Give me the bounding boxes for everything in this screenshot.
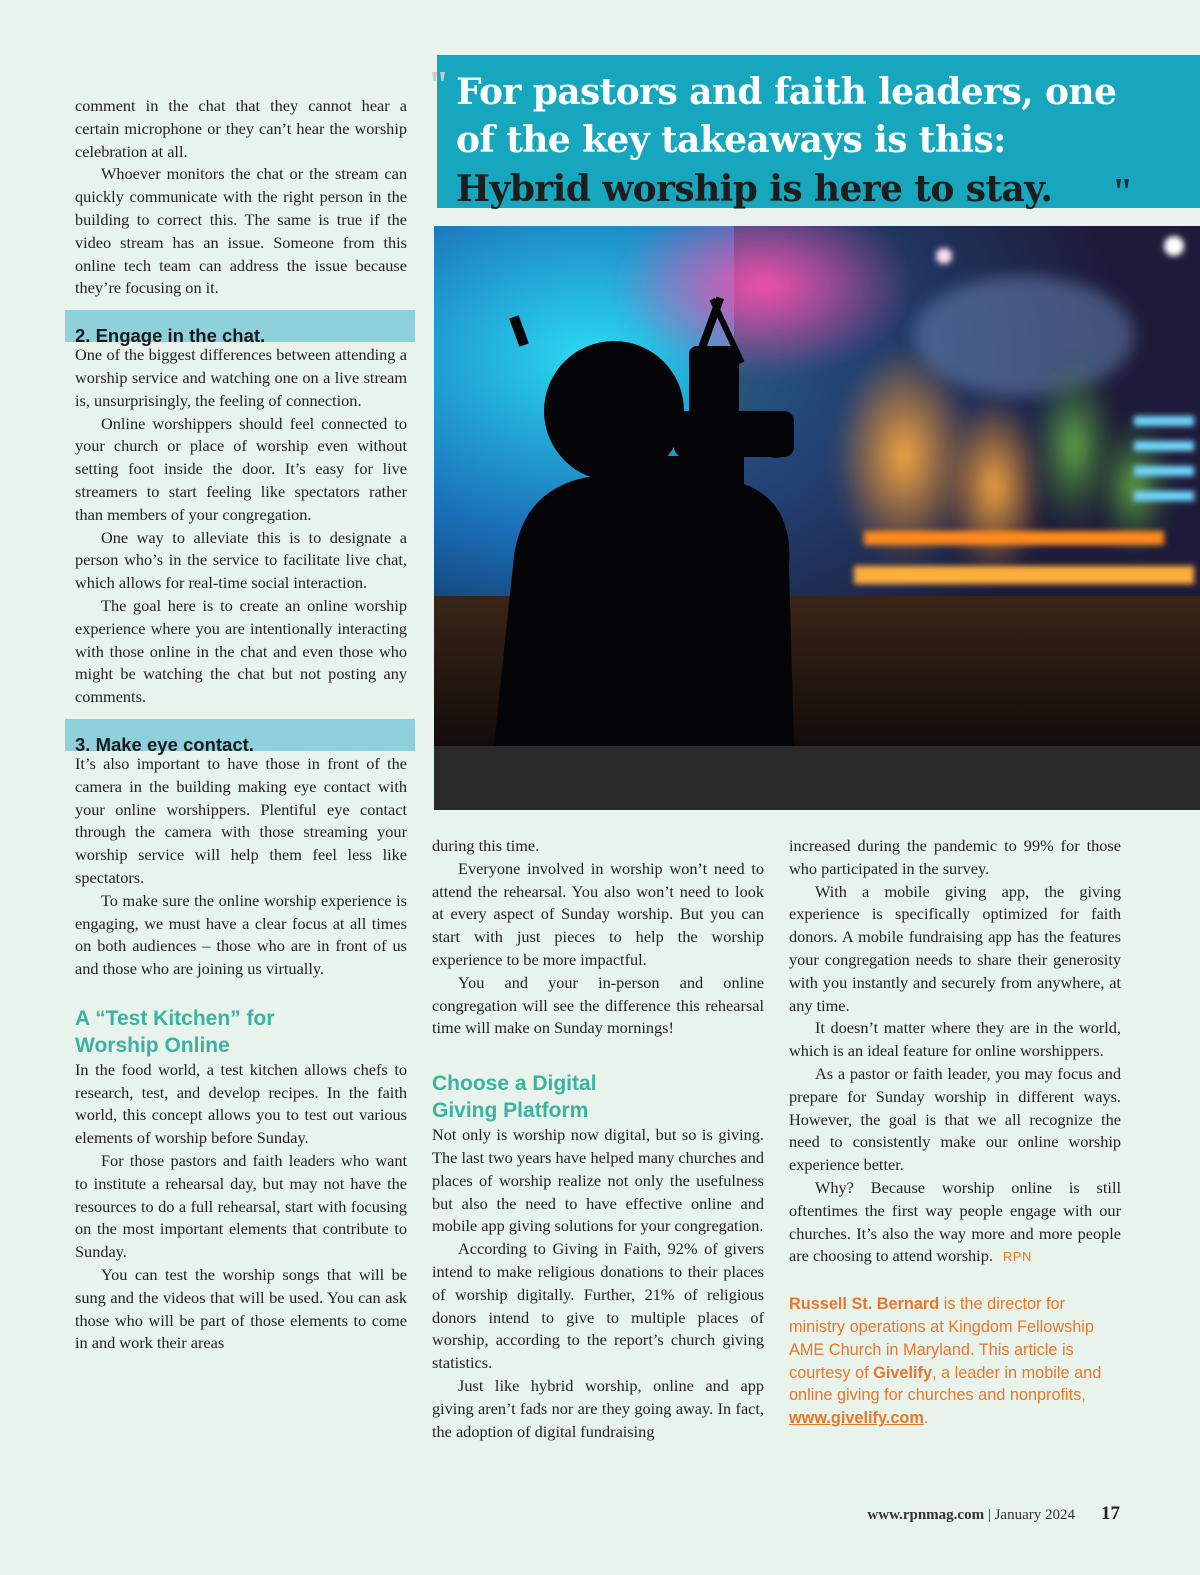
paragraph: It doesn’t matter where they are in the world, which is an ideal feature for online worshippers. xyxy=(789,1018,1121,1061)
organization-name: Givelify xyxy=(873,1363,932,1382)
subheading-line: Worship Online xyxy=(75,1033,230,1057)
author-name: Russell St. Bernard xyxy=(789,1295,940,1314)
close-quote-mark: " xyxy=(1112,171,1134,213)
website-link[interactable]: www.givelify.com xyxy=(789,1409,924,1428)
subheading-digital-giving xyxy=(432,1070,764,1124)
open-quote-mark: " xyxy=(428,64,450,106)
subheading-line: Choose a Digital xyxy=(432,1072,597,1096)
paragraph-text: Why? Because worship online is still oftentimes the first way people engage with our churches. It’s also the way more and more people are choosing to attend worship. xyxy=(789,1177,1121,1266)
paragraph: It’s also important to have those in front of the camera in the building making eye contact with your online worshippers. Plentiful eye contact through the camera with those streaming your worship service will help them feel less like spectators. xyxy=(75,753,407,887)
paragraph xyxy=(789,1177,1121,1269)
paragraph: One way to alleviate this is to designate a person who’s in the service to facilitate live chat, which allows for real-time social interaction. xyxy=(75,527,407,593)
pull-quote-line-2: of the key takeaways is this: xyxy=(456,119,1006,161)
footer-site[interactable]: www.rpnmag.com xyxy=(867,1507,985,1523)
footer-date: January 2024 xyxy=(994,1507,1075,1523)
camera-operator-silhouette-photo xyxy=(434,226,1200,810)
footer-separator: | xyxy=(984,1507,995,1523)
column-3 xyxy=(789,835,1121,1430)
paragraph: increased during the pandemic to 99% for those who participated in the survey. xyxy=(789,836,1121,878)
page-number: 17 xyxy=(1101,1503,1120,1524)
bio-text: , a leader in mobile and online giving for churches and nonprofits, xyxy=(789,1363,1102,1405)
paragraph: Whoever monitors the chat or the stream can quickly communicate with the right person in the building to correct this. The same is true if the video stream has an issue. Someone from this online tech team can address the issue because they’re focusing on it. xyxy=(75,164,407,298)
paragraph: As a pastor or faith leader, you may focus and prepare for Sunday worship in different ways. However, the goal is that we all recognize the need to consistently make our online worship experience better. xyxy=(789,1063,1121,1175)
paragraph: You and your in-person and online congregation will see the difference this rehearsal time will make on Sunday mornings! xyxy=(432,972,764,1038)
paragraph: With a mobile giving app, the giving experience is specifically optimized for faith donors. A mobile fundraising app has the features your congregation needs to share their generosity with you instantly and securely from anywhere, at any time. xyxy=(789,881,1121,1015)
paragraph: One of the biggest differences between attending a worship service and watching one on a live stream is, unsurprisingly, the feeling of connection. xyxy=(75,345,407,410)
paragraph: To make sure the online worship experience is engaging, we must have a clear focus at all times on both audiences – those who are in front of us and those who are joining us virtually. xyxy=(75,890,407,979)
end-mark: RPN xyxy=(1002,1249,1032,1265)
paragraph: According to Giving in Faith, 92% of givers intend to make religious donations to their places of worship digitally. Further, 21% of religious donors intend to give to multiple places of worship, according to the report’s church giving statistics. xyxy=(432,1239,764,1373)
paragraph: Not only is worship now digital, but so is giving. The last two years have helped many churches and places of worship realize not only the usefulness but also the need to have effective online and mobile app giving solutions for your congregation. xyxy=(432,1125,764,1236)
paragraph: Just like hybrid worship, online and app giving aren’t fads nor are they going away. In fact, the adoption of digital fundraising xyxy=(432,1375,764,1441)
paragraph: during this time. xyxy=(432,836,540,855)
section-heading-eye-contact xyxy=(65,719,415,755)
bio-text: . xyxy=(923,1409,929,1428)
pull-quote xyxy=(428,55,1200,213)
subheading-line: A “Test Kitchen” for xyxy=(75,1006,275,1030)
section-heading-text: 3. Make eye contact. xyxy=(75,733,254,755)
column-1 xyxy=(75,95,407,1355)
paragraph: In the food world, a test kitchen allows chefs to research, test, and develop recipes. In the faith world, this concept allows you to test out various elements of worship before Sunday. xyxy=(75,1059,407,1148)
paragraph: Everyone involved in worship won’t need to attend the rehearsal. You also won’t need to look at every aspect of Sunday worship. But you can start with just pieces to help the worship experience to be more impactful. xyxy=(432,858,764,969)
paragraph: comment in the chat that they cannot hear a certain microphone or they can’t hear the worship celebration at all. xyxy=(75,96,407,161)
bio-text: is the director for ministry operations at Kingdom Fellowship AME Church in Maryland. This article is courtesy of xyxy=(789,1295,1094,1382)
page-footer xyxy=(867,1503,1120,1525)
section-heading-engage xyxy=(65,310,415,347)
subheading-line: Giving Platform xyxy=(432,1099,589,1123)
author-bio xyxy=(789,1293,1121,1430)
paragraph: You can test the worship songs that will be sung and the videos that will be used. You can ask those who will be part of those elements to come in and work their areas xyxy=(75,1265,407,1353)
paragraph: For those pastors and faith leaders who want to institute a rehearsal day, but may not have the resources to do a full rehearsal, start with focusing on the most important elements that contribute to Sunday. xyxy=(75,1151,407,1262)
pull-quote-line-3: Hybrid worship is here to stay. xyxy=(456,168,1053,210)
pull-quote-line-1: For pastors and faith leaders, one xyxy=(456,71,1117,113)
section-heading-text: 2. Engage in the chat. xyxy=(75,325,266,347)
paragraph: The goal here is to create an online worship experience where you are intentionally interacting with those online in the chat and even those who might be watching the chat but not posting any comments. xyxy=(75,595,407,707)
paragraph: Online worshippers should feel connected to your church or place of worship even without setting foot inside the door. It’s easy for live streamers to start feeling like spectators rather than members of your congregation. xyxy=(75,413,407,524)
column-2 xyxy=(432,835,764,1443)
subheading-test-kitchen xyxy=(75,1005,407,1059)
